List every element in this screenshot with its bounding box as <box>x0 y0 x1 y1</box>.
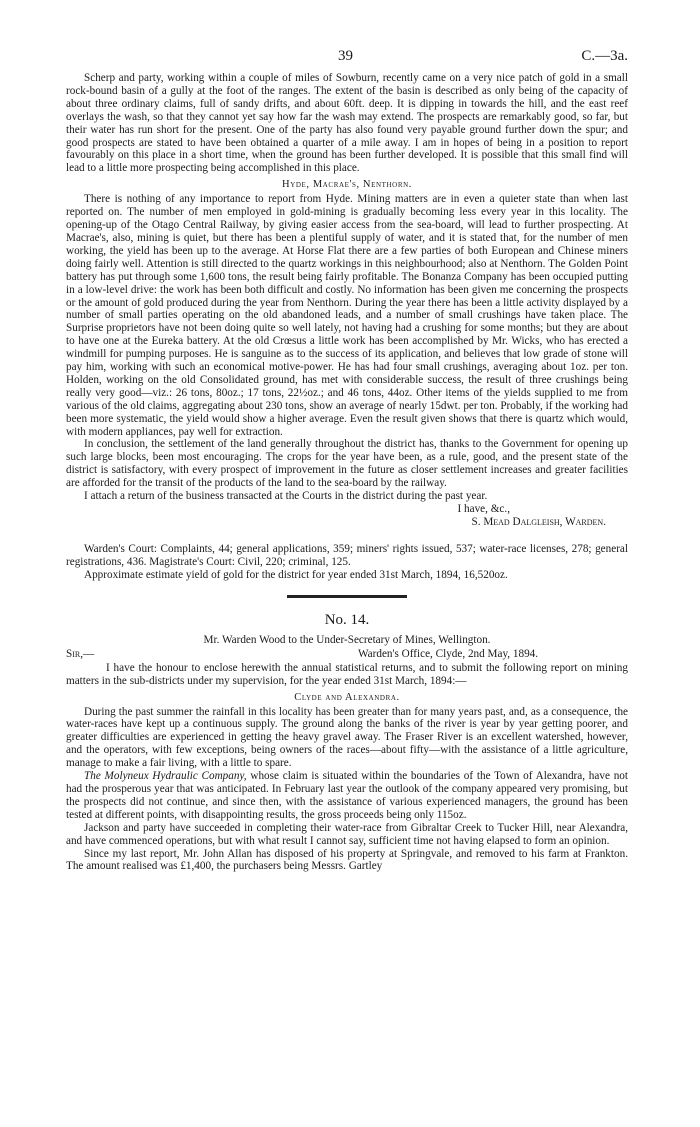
paragraph-sowburn: Scherp and party, working within a couple of miles of Sowburn, recently came on a very nice patch of gold in a small rock-bound basin of a gully at the foot of the ranges. The extent of the basin is described as only being of the capacity of about three ordinary claims, full of sandy drifts, and about 60ft. deep. It is dipping in towards the hill, and the east reef overlays the wash, so that they cannot yet say how far the wash may extend. The prospects are remarkably good, so far, but their water has run short for the present. One of the party has also found very payable ground further down the spur; and good prospects are stated to have been obtained a quarter of a mile away. I am in hopes of being in a position to report favourably on this place in a short time, when the ground has been further developed. It is possible that this small find will lead to a little more prospecting being accomplished in this place. <box>66 72 628 175</box>
paragraph-conclusion: In conclusion, the settlement of the land generally throughout the district has, thanks to the Government for opening up such large blocks, been most encouraging. The crops for the year have been, as a rule, good, and the present state of the district is satisfactory, with every prospect of improvement in the future as closer settlement increases and greater facilities are afforded for the transit of the products of the land to the sea-board by the railway. <box>66 438 628 490</box>
document-reference: C.—3a. <box>581 48 628 64</box>
court-statistics <box>66 543 628 582</box>
company-name: The Molyneux Hydraulic Company, <box>84 770 247 783</box>
letter-title: Mr. Warden Wood to the Under-Secretary of Mines, Wellington. <box>203 633 491 646</box>
salutation: Sir,— <box>66 647 95 660</box>
page-number: 39 <box>338 48 353 64</box>
paragraph-jackson: Jackson and party have succeeded in completing their water-race from Gibraltar Creek to Tucker Hill, near Alexandra, and have commenced operations, but with what result I cannot say, sufficient time not having elapsed to form an opinion. <box>66 821 628 847</box>
paragraph-hyde: There is nothing of any importance to report from Hyde. Mining matters are in even a quieter state than when last reported on. The number of men employed in gold-mining is gradually becoming less every year in this locality. The opening-up of the Otago Central Railway, by giving easier access from the sea-board, will lead to further prospecting. At Macrae's, also, mining is quiet, but there has been a plentiful supply of water, and it is stated that, for the number of men working, the yield has been up to the average. At Horse Flat there are a few parties of both European and Chinese miners doing fairly well. Attention is still directed to the quartz workings in this neighbourhood; also at Nenthorn. The Golden Point battery has put through some 1,600 tons, the result being fairly profitable. The Bonanza Company has been occupied putting in a low-level drive: the work has been both difficult and costly. No information has been given me concerning the prospects or the amount of gold produced during the year from Nenthorn. During the year there has been a little activity displayed by a number of small parties operating on the old abandoned leads, and a number of small crushings have taken place. The Surprise proprietors have not been doing quite so well lately, not having had a crushing for some months; but they are about to have one at the Eureka battery. At the old Crœsus a little work has been accomplished by Mr. Wicks, who has erected a windmill for pumping purposes. He is sanguine as to the success of its application, and believes that low grade of stone will pay him, working with such an economical motive-power. He has had four small crushings, averaging about 1oz. per ton. Holden, working on the old Consolidated ground, has met with considerable success, the result of three crushings being really very good—viz.: 26 tons, 80oz.; 17 tons, 22½oz.; and 46 tons, 44oz. Other items of the yields supplied to me from various of the old claims, aggregating about 230 tons, show an average of nearly 15dwt. per ton. Probably, if the working had been more systematic, the yield would show a higher average. Even the result given shows that there is quartz which would, with modern appliances, pay well for extraction. <box>66 193 628 438</box>
salutation-line <box>66 648 628 662</box>
paragraph-molyneux <box>66 770 628 822</box>
paragraph-return: I attach a return of the business transacted at the Courts in the district during the past year. <box>84 490 488 503</box>
section-number: No. 14. <box>324 611 370 628</box>
signature: S. Mead Dalgleish, Warden. <box>471 516 606 528</box>
office-date: Warden's Office, Clyde, 2nd May, 1894. <box>358 647 539 660</box>
page-header <box>66 48 628 72</box>
document-page <box>66 48 628 873</box>
paragraph-allan: Since my last report, Mr. John Allan has disposed of his property at Springvale, and removed to his farm at Frankton. The amount realised was £1,400, the purchasers being Messrs. Gartley <box>66 847 628 873</box>
section-heading-hyde: Hyde, Macrae's, Nenthorn. <box>282 179 412 191</box>
gold-yield-estimate: Approximate estimate yield of gold for the district for year ended 31st March, 1894, 16,520oz. <box>84 568 508 581</box>
paragraph-molyneux-text: whose claim is situated within the boundaries of the Town of Alexandra, have not had the prosperous year that was anticipated. In February last year the outlook of the company appeared very promising, but the prospects did not continue, and since then, with the assistance of various experienced managers, the ground has been tested at different points, with disappointing results, the gross proceeds being only 115oz. <box>66 770 628 821</box>
section-heading-clyde: Clyde and Alexandra. <box>294 691 400 703</box>
court-statistics-text: Warden's Court: Complaints, 44; general applications, 359; miners' rights issued, 537; water-race licenses, 278; general registrations, 436. Magistrate's Court: Civil, 220; criminal, 125. <box>66 543 628 568</box>
section-divider <box>287 595 407 598</box>
closing-line: I have, &c., <box>457 503 510 515</box>
paragraph-rainfall: During the past summer the rainfall in this locality has been greater than for many years past, and, as a consequence, the water-races have kept up a continuous supply. The ground along the banks of the river is year by year getting poorer, and greater difficulties are experienced in getting the heavy gravel away. The Fraser River is an excellent watershed, however, and the operators, with few exceptions, being owners of the races—about fifty—with the assistance of a little agriculture, manage to make a fair living, with a little to spare. <box>66 705 628 770</box>
paragraph-intro: I have the honour to enclose herewith the annual statistical returns, and to submit the following report on mining matters in the sub-districts under my supervision, for the year ended 31st March, 1894:— <box>66 661 628 687</box>
